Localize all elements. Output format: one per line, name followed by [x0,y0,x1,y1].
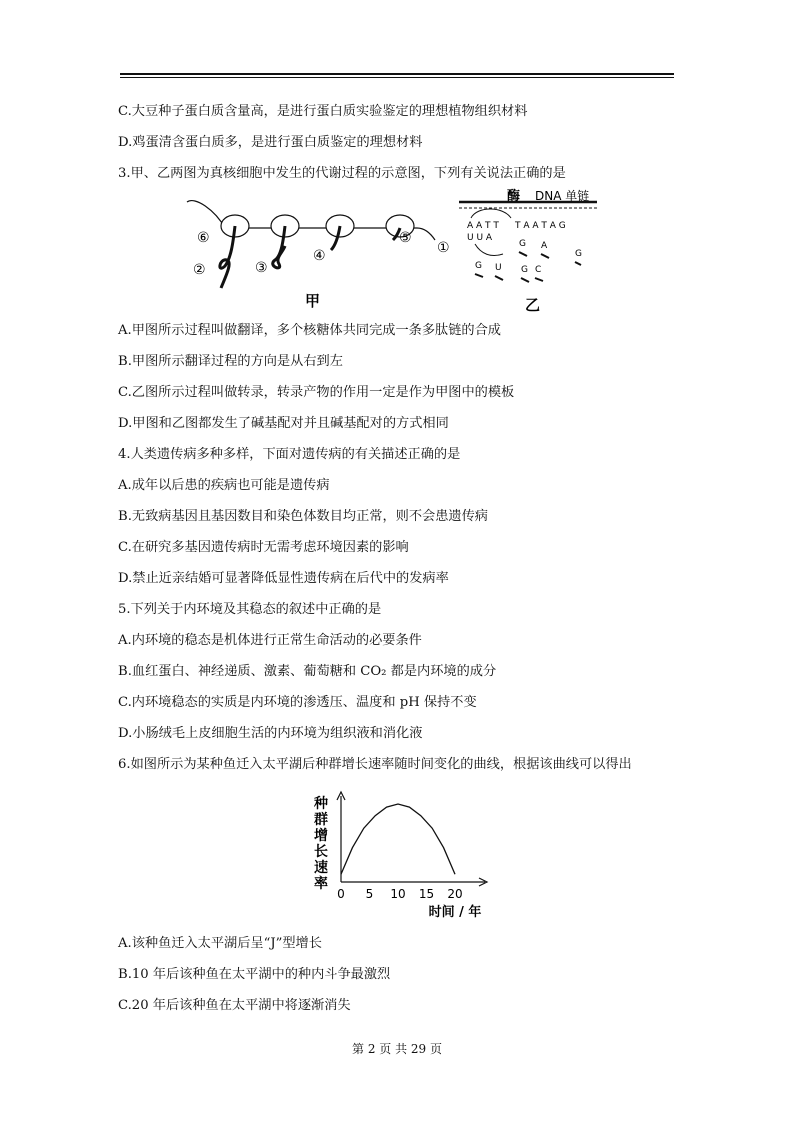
x-tick-label: 5 [365,887,374,901]
option-6a: A.该种鱼迁入太平湖后呈“J”型增长 [118,936,322,951]
option-3a: A.甲图所示过程叫做翻译，多个核糖体共同完成一条多肽链的合成 [118,323,501,338]
page-footer: 第 2 页 共 29 页 [352,1042,442,1056]
x-axis-label: 时间 / 年 [428,905,482,920]
dna-label: DNA 单链 [535,189,590,203]
option-3c: C.乙图所示过程叫做转录，转录产物的作用一定是作为甲图中的模板 [118,385,515,400]
enzyme-label: 酶 [507,189,521,204]
question-3: 3.甲、乙两图为真核细胞中发生的代谢过程的示意图，下列有关说法正确的是 [118,166,566,181]
option-2d: D.鸡蛋清含蛋白质多，是进行蛋白质鉴定的理想材料 [118,135,423,150]
y-label-char: 群 [314,812,328,828]
y-label-char: 速 [314,860,328,876]
nucleotide-g: G [475,261,482,271]
marker-4: ④ [313,248,326,264]
nucleotide-c: C [535,265,542,275]
label-yi: 乙 [525,296,541,314]
nucleotide-g: G [575,249,582,259]
question-5: 5.下列关于内环境及其稳态的叙述中正确的是 [118,602,382,617]
nucleotide-stems [475,252,581,282]
question-4: 4.人类遗传病多种多样，下面对遗传病的有关描述正确的是 [118,447,461,462]
option-5c: C.内环境稳态的实质是内环境的渗透压、温度和 pH 保持不变 [118,695,477,710]
option-2c: C.大豆种子蛋白质含量高，是进行蛋白质实验鉴定的理想植物组织材料 [118,104,528,119]
option-6c: C.20 年后该种鱼在太平湖中将逐渐消失 [118,998,351,1013]
y-label-char: 增 [314,828,328,844]
figure-yi [459,188,597,314]
option-4a: A.成年以后患的疾病也可能是遗传病 [118,478,330,493]
paired-dna-bases: A A T T [467,221,499,231]
option-5b: B.血红蛋白、神经递质、激素、葡萄糖和 CO₂ 都是内环境的成分 [118,664,497,679]
rna-product [475,244,503,256]
option-4c: C.在研究多基因遗传病时无需考虑环境因素的影响 [118,540,409,555]
y-label-char: 长 [314,844,328,860]
marker-1: ① [437,240,450,256]
question-6: 6.如图所示为某种鱼迁入太平湖后种群增长速率随时间变化的曲线，根据该曲线可以得出 [118,757,632,772]
figure-jia [187,201,450,310]
growth-rate-chart [305,790,495,920]
label-jia: 甲 [305,292,321,310]
x-tick-label: 0 [337,887,345,901]
x-tick-label: 20 [447,887,463,901]
paired-rna-bases: U U A [467,233,493,243]
marker-2: ② [193,262,206,278]
option-5a: A.内环境的稳态是机体进行正常生命活动的必要条件 [118,633,422,648]
x-tick-label: 15 [418,887,435,901]
option-4d: D.禁止近亲结婚可显著降低显性遗传病在后代中的发病率 [118,571,449,586]
growth-rate-curve [341,804,455,874]
marker-6: ⑥ [197,230,210,246]
enzyme-bubble [471,209,511,218]
nucleotide-g: G [521,265,528,275]
x-tick-label: 10 [390,887,406,901]
nucleotide-g: G [519,239,526,249]
option-5d: D.小肠绒毛上皮细胞生活的内环境为组织液和消化液 [118,726,423,741]
marker-3: ③ [255,260,268,276]
marker-5: ⑤ [399,230,412,246]
header-rule-thin [120,77,674,78]
option-3b: B.甲图所示翻译过程的方向是从右到左 [118,354,343,369]
nucleotide-a: A [541,241,548,251]
y-label-char: 率 [314,876,328,892]
option-4b: B.无致病基因且基因数目和染色体数目均正常，则不会患遗传病 [118,509,488,524]
header-rule-thick [120,73,674,75]
option-6b: B.10 年后该种鱼在太平湖中的种内斗争最激烈 [118,967,391,982]
option-3d: D.甲图和乙图都发生了碱基配对并且碱基配对的方式相同 [118,416,449,431]
nucleotide-u: U [495,263,502,273]
translation-transcription-figure [185,188,610,315]
template-strand: T A A T A G [515,221,566,231]
y-label-char: 种 [314,796,328,812]
